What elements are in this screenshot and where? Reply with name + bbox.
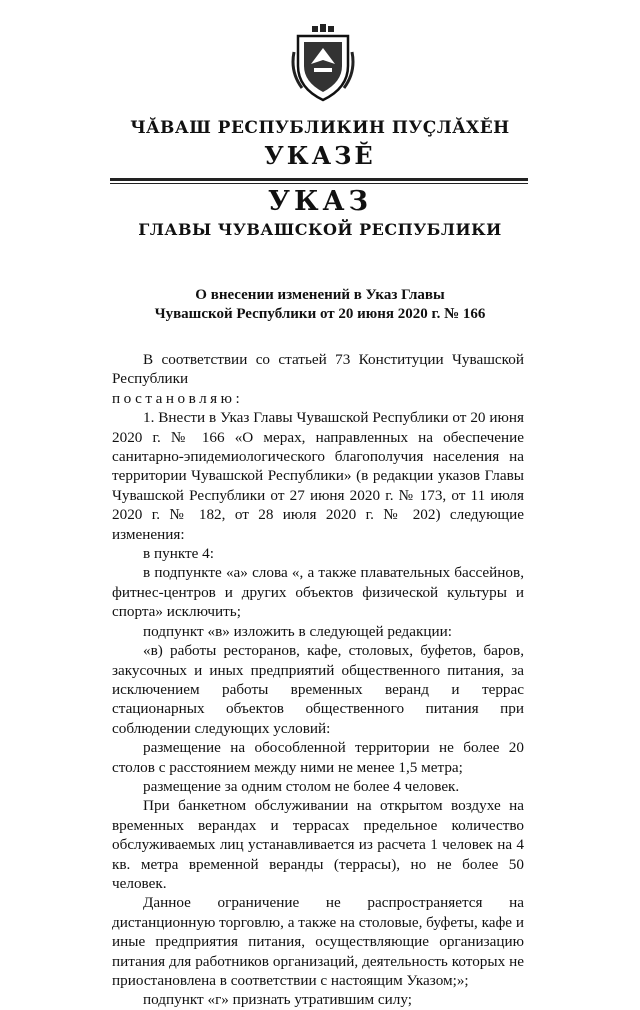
decree-body (112, 350, 524, 1010)
body-paragraph: размещение на обособленной территории не более 20 столов с расстоянием между ними не менее 1,5 метра; (112, 739, 524, 776)
body-paragraph: «в) работы ресторанов, кафе, столовых, буфетов, баров, закусочных и иных предприятий общественного питания, за исключением работы временных веранд и террас стационарных объектов общественного питания при соблюдении следующих условий: (112, 642, 524, 737)
decree-issuer: ГЛАВЫ ЧУВАШСКОЙ РЕСПУБЛИКИ (138, 220, 502, 239)
subject-line-1: О внесении изменений в Указ Главы (195, 287, 445, 303)
subject-line-2: Чувашской Республики от 20 июня 2020 г. № 166 (154, 306, 486, 322)
decree-subject (0, 286, 640, 324)
chuvash-decree-label: УКАЗĔ (264, 141, 376, 170)
body-paragraph-postanovlyayu: постановляю: (112, 389, 244, 407)
chuvash-emblem-icon (290, 22, 356, 104)
header-divider-thick (110, 178, 528, 181)
body-paragraph: размещение за одним столом не более 4 человек. (143, 777, 460, 795)
decree-title: УКАЗ (268, 186, 372, 217)
body-paragraph: подпункт «г» признать утратившим силу; (143, 991, 412, 1009)
body-paragraph: подпункт «в» изложить в следующей редакции: (143, 622, 452, 640)
body-paragraph: в пункте 4: (143, 545, 214, 563)
body-paragraph: в подпункте «а» слова «, а также плавательных бассейнов, фитнес-центров и других объектов физической культуры и спорта» исключить; (112, 564, 524, 621)
header-divider-thin (110, 183, 528, 184)
body-paragraph: В соответствии со статьей 73 Конституции Чувашской Республики (112, 351, 524, 388)
body-paragraph: Данное ограничение не распространяется на дистанционную торговлю, а также на столовые, буфеты, кафе и иные предприятия питания, осуществляющие организацию питания для работников организаций, деятельность которых не приостановлена в соответствии с настоящим Указом;»; (112, 894, 524, 989)
chuvash-header-title: ЧĂВАШ РЕСПУБЛИКИН ПУÇЛĂХĔН (130, 118, 510, 138)
body-paragraph: 1. Внести в Указ Главы Чувашской Республики от 20 июня 2020 г. № 166 «О мерах, направленных на обеспечение санитарно-эпидемиологического благополучия населения на территории Чувашской Республики» (в редакции указов Главы Чувашской Республики от 27 июня 2020 г. № 173, от 11 июля 2020 г. № 182, от 28 июля 2020 г. № 202) следующие изменения: (112, 409, 524, 543)
body-paragraph: При банкетном обслуживании на открытом воздухе на временных верандах и террасах предельное количество обслуживаемых лиц устанавливается из расчета 1 человек на 4 кв. метра временной веранды (террасы), но не более 50 человек. (112, 797, 524, 892)
